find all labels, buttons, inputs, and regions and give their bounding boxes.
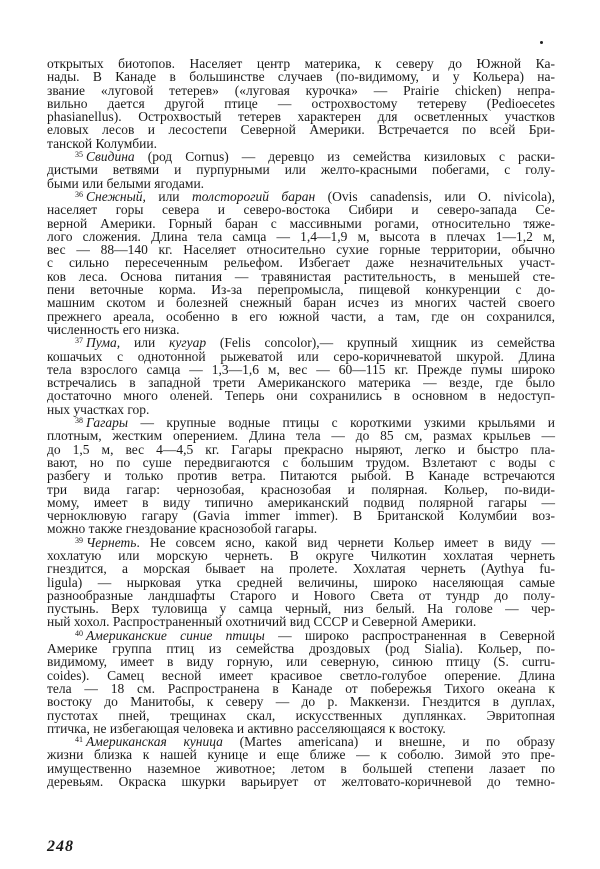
text-line — [47, 602, 555, 615]
text-line — [47, 363, 555, 376]
footnote-number: 37 — [75, 336, 83, 346]
text-segment: или — [145, 188, 192, 204]
text-segment: черноклювую гагару (Gavia immer immer). В Британской Колумбии воз- — [47, 508, 555, 524]
term-italic: кугуар — [169, 335, 207, 351]
text-segment: видимому, имеет в виду горную, или северную, синюю птицу (S. curru- — [47, 654, 555, 670]
text-line — [47, 150, 555, 163]
text-line — [47, 735, 555, 748]
text-segment: деревьям. Окраска шкурки варьирует от желтовато-коричневой до темно- — [47, 774, 555, 790]
text-segment: птичка, не избегающая человека и активно расселяющаяся к востоку. — [47, 720, 446, 736]
text-line — [47, 110, 555, 123]
text-segment: coides). Самец весной имеет красивое светло-голубое оперение. Длина — [47, 667, 555, 683]
footnote-number: 35 — [75, 150, 83, 160]
text-line — [47, 762, 555, 775]
text-segment: имущественно наземное животное; летом в большей степени лазает по — [47, 760, 555, 776]
text-segment: до 1,5 м, вес 4—4,5 кг. Гагары прекрасно ныряют, легко и быстро пла- — [47, 441, 555, 457]
text-line — [47, 522, 555, 535]
page-body — [47, 57, 555, 788]
text-segment: дистыми ветвями и пурпурными или желто-красными побегами, с голу- — [47, 162, 555, 178]
text-segment: прежнего ареала, особенно в его южной части, а там, где он сохранился, — [47, 308, 555, 324]
text-segment: встречались в западной трети Американского материка — везде, где было — [47, 375, 555, 391]
text-line — [47, 323, 555, 336]
text-segment: ных участках гор. — [47, 401, 150, 417]
page-number: 248 — [47, 838, 74, 855]
text-line — [47, 376, 555, 389]
text-line — [47, 496, 555, 509]
text-line — [47, 589, 555, 602]
text-segment: вес — 88—140 кг. Населяет относительно сухие горные территории, обычно — [47, 242, 555, 258]
text-line — [47, 310, 555, 323]
text-line — [47, 243, 555, 256]
text-segment: населяет горы севера и северо-востока Сибири и северо-запада Се- — [47, 202, 555, 218]
text-line — [47, 137, 555, 150]
text-line — [47, 217, 555, 230]
text-line — [47, 97, 555, 110]
text-segment: — крупные водные птицы с короткими узкими крыльями и — [128, 415, 555, 431]
text-segment: танской Колумбии. — [47, 135, 157, 151]
text-segment: (Martes americana) и внешне, и по образу — [222, 734, 555, 750]
text-segment: кошачьих с однотонной рыжеватой или серо-коричневатой шкурой. Длина — [47, 348, 555, 364]
text-line — [47, 283, 555, 296]
text-line — [47, 123, 555, 136]
text-line — [47, 163, 555, 176]
footnote-number: 40 — [75, 628, 83, 638]
text-line — [47, 695, 555, 708]
text-line — [47, 775, 555, 788]
text-segment: три вида гагар: чернозобая, краснозобая и полярная. Кольер, по-види- — [47, 481, 555, 497]
text-line — [47, 469, 555, 482]
text-segment: тела взрослого самца — 1,3—1,6 м, вес — 60—115 кг. Прежде пумы широко — [47, 361, 555, 377]
term-italic: Чернеть — [86, 534, 137, 550]
text-line — [47, 629, 555, 642]
text-segment: еловых лесов и лесостепи Северной Америки. Встречается по всей Бри- — [47, 122, 555, 138]
text-line — [47, 443, 555, 456]
text-segment: разнообразные ландшафты Старого и Нового Света от тундр до полу- — [47, 587, 555, 603]
text-line — [47, 230, 555, 243]
text-line — [47, 203, 555, 216]
text-segment: (Ovis canadensis, или O. nivicola), — [315, 188, 555, 204]
text-line — [47, 642, 555, 655]
text-segment: тела — 18 см. Распространена в Канаде от побережья Тихого океана к — [47, 680, 555, 696]
text-segment: звание «луговой тетерев» («луговая курочка» — Prairie chicken) непра- — [47, 82, 555, 98]
term-italic: Свидина — [86, 149, 135, 165]
term-italic: Американские синие птицы — [86, 627, 265, 643]
text-line — [47, 403, 555, 416]
term-italic: толсторогий баран — [192, 188, 316, 204]
text-line — [47, 190, 555, 203]
text-segment: хохлатую или морскую чернеть. В округе Чилкотин хохлатая чернеть — [47, 547, 555, 563]
paragraph-continuation — [47, 57, 555, 150]
text-line — [47, 509, 555, 522]
text-segment: численность его низка. — [47, 321, 180, 337]
text-segment: можно также гнездование краснозобой гагары. — [47, 521, 318, 537]
text-line — [47, 296, 555, 309]
footnote-number: 41 — [75, 735, 83, 745]
text-segment: востоку до Манитобы, к северу — до р. Маккензи. Гнездится в дуплах, — [47, 694, 555, 710]
text-line — [47, 549, 555, 562]
text-line — [47, 722, 555, 735]
text-segment: пустынь. Верх туловища у самца черный, низ белый. На голове — чер- — [47, 601, 555, 617]
footnote-38 — [47, 416, 555, 536]
text-segment: нады. В Канаде в большинстве случаев (по-видимому, и у Кольера) на- — [47, 69, 555, 85]
text-segment: ный хохол. Распространенный охотничий вид СССР и Северной Америки. — [47, 614, 477, 630]
text-segment: быми или белыми ягодами. — [47, 175, 205, 191]
text-segment: достаточно много оленей. Теперь они сохранились в основном в недоступ- — [47, 388, 555, 404]
text-line — [47, 70, 555, 83]
text-segment: — широко распространенная в Северной — [264, 627, 555, 643]
text-line — [47, 270, 555, 283]
text-segment: Америке группа птиц из семейства дроздовых (род Sialia). Кольер, по- — [47, 641, 555, 657]
text-line — [47, 682, 555, 695]
text-segment: разбегу и только против ветра. Питаются рыбой. В Канаде встречаются — [47, 468, 555, 484]
text-line — [47, 350, 555, 363]
text-segment: плотным, жестким оперением. Длина тела — до 85 см, размах крыльев — — [47, 428, 555, 444]
text-line — [47, 84, 555, 97]
term-italic: Гагары — [86, 415, 129, 431]
text-line — [47, 57, 555, 70]
text-segment: вильно дается другой птице — острохвостому тетереву (Pedioecetes — [47, 95, 555, 111]
text-line — [47, 456, 555, 469]
text-line — [47, 416, 555, 429]
text-line — [47, 576, 555, 589]
scan-speck — [540, 41, 543, 44]
footnote-36 — [47, 190, 555, 336]
footnote-number: 39 — [75, 535, 83, 545]
text-line — [47, 709, 555, 722]
text-segment: лого сложения. Длина тела самца — 1,4—1,9 м, высота в плечах 1—1,2 м, — [47, 228, 555, 244]
text-line — [47, 429, 555, 442]
footnote-number: 36 — [75, 189, 83, 199]
text-line — [47, 256, 555, 269]
text-segment: машним скотом и болезней снежный баран исчез из многих частей своего — [47, 295, 555, 311]
text-segment: или — [120, 335, 170, 351]
term-italic: Пума, — [86, 335, 121, 351]
text-line — [47, 615, 555, 628]
text-segment: гнездится, а морская бывает на пролете. Хохлатая чернеть (Aythya fu- — [47, 561, 555, 577]
text-segment: (Felis concolor),— крупный хищник из семейства — [206, 335, 555, 351]
text-segment: ков леса. Основа питания — травянистая растительность, в меньшей сте- — [47, 268, 555, 284]
text-segment: . Не совсем ясно, какой вид чернети Кольер имеет в виду — — [136, 534, 555, 550]
text-segment: вают, но по суше передвигаются с большим трудом. Взлетают с воды с — [47, 454, 555, 470]
footnote-39 — [47, 536, 555, 629]
text-line — [47, 669, 555, 682]
text-line — [47, 336, 555, 349]
text-segment: верной Америки. Горный баран с массивными рогами, относительно тяже- — [47, 215, 555, 231]
text-segment: (род Cornus) — деревцо из семейства кизиловых с раски- — [134, 149, 555, 165]
text-segment: пустотах пней, трещинах скал, искусственных дуплянках. Эвритопная — [47, 707, 555, 723]
text-segment: пени веточные корма. Из-за перепромысла, пищевой конкуренции с до- — [47, 282, 555, 298]
text-line — [47, 562, 555, 575]
text-segment: с сильно пересеченным рельефом. Избегает даже незначительных участ- — [47, 255, 555, 271]
text-line — [47, 483, 555, 496]
text-line — [47, 177, 555, 190]
text-line — [47, 389, 555, 402]
text-line — [47, 748, 555, 761]
footnote-35 — [47, 150, 555, 190]
text-line — [47, 655, 555, 668]
footnote-41 — [47, 735, 555, 788]
text-segment: phasianellus). Острохвостый тетерев характерен для осветленных участков — [47, 109, 555, 125]
text-line — [47, 536, 555, 549]
term-italic: Американская куница — [86, 734, 223, 750]
footnote-number: 38 — [75, 416, 83, 426]
text-segment: жизни близка к нашей кунице и еще ближе — к соболю. Зимой это пре- — [47, 747, 555, 763]
text-segment: мому, имеет в виду типично американский подвид полярной гагары — — [47, 494, 555, 510]
term-italic: Снежный, — [86, 188, 146, 204]
text-segment: ligula) — нырковая утка средней величины, широко населяющая самые — [47, 574, 555, 590]
footnote-37 — [47, 336, 555, 416]
footnote-40 — [47, 629, 555, 735]
text-segment: открытых биотопов. Населяет центр материка, к северу до Южной Ка- — [47, 56, 555, 71]
